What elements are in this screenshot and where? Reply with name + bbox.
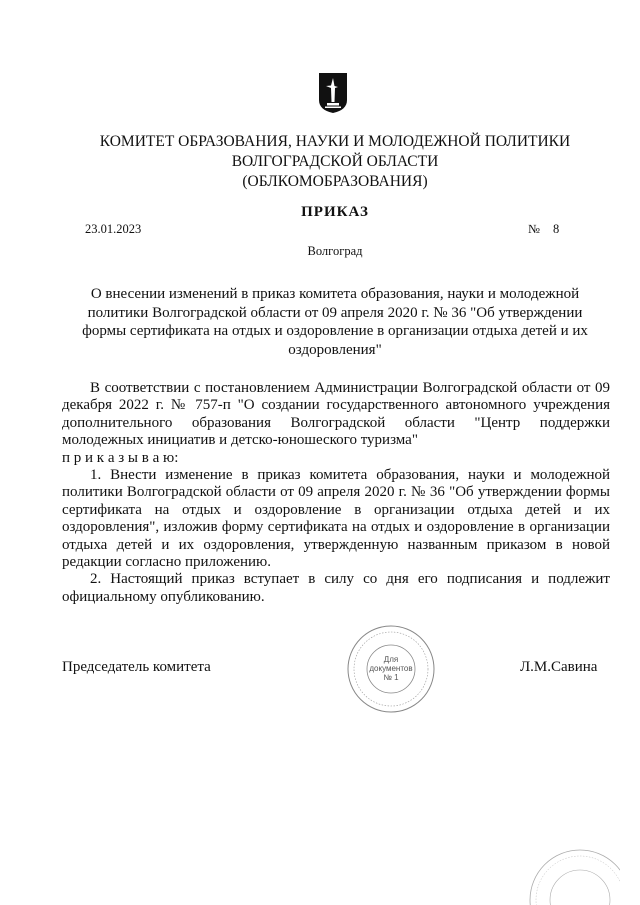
order-city: Волгоград bbox=[307, 244, 363, 258]
corner-stamp-fragment bbox=[520, 825, 620, 905]
stamp-line-1: Для bbox=[383, 655, 399, 664]
org-name-abbr: (ОБЛКОМОБРАЗОВАНИЯ) bbox=[242, 173, 428, 190]
document-title: ПРИКАЗ bbox=[301, 204, 369, 220]
order-item-1: 1. Внести изменение в приказ комитета образования, науки и молодежной политики Волгоградской области от 09 апреля 2020 г. № 36 "Об утверждении формы сертификата на отдых и оздоровление в организации отдыха детей и их оздоровления", изложив форму сертификата на отдых и оздоровление в организации отдыха детей и их оздоровления, утвержденную названным приказом в новой редакции согласно приложению. bbox=[62, 467, 610, 571]
stamp-line-2: документов bbox=[369, 664, 413, 673]
order-number: 8 bbox=[553, 222, 560, 236]
order-word: п р и к а з ы в а ю: bbox=[62, 449, 179, 466]
order-body bbox=[62, 380, 610, 606]
order-number-sign: № bbox=[528, 222, 540, 236]
preamble-paragraph: В соответствии с постановлением Администрации Волгоградской области от 09 декабря 2022 г. № 757-п "О создании государственного автономного учреждения дополнительного образования Волгоградской области "Центр поддержки молодежных инициатив и детско-юношеского туризма" bbox=[62, 380, 610, 449]
org-name-line-1: КОМИТЕТ ОБРАЗОВАНИЯ, НАУКИ И МОЛОДЕЖНОЙ ПОЛИТИКИ bbox=[99, 133, 571, 150]
signatory-role: Председатель комитета bbox=[62, 659, 211, 675]
order-date: 23.01.2023 bbox=[85, 222, 142, 236]
stamp-line-3: № 1 bbox=[383, 673, 399, 682]
document-stamp bbox=[346, 624, 436, 714]
org-name-line-2: ВОЛГОГРАДСКОЙ ОБЛАСТИ bbox=[231, 153, 439, 170]
order-item-2: 2. Настоящий приказ вступает в силу со дня его подписания и подлежит официальному опубликованию. bbox=[62, 571, 610, 605]
order-subject: О внесении изменений в приказ комитета образования, науки и молодежной политики Волгоградской области от 09 апреля 2020 г. № 36 "Об утверждении формы сертификата на отдых и оздоровление в организации отдыха детей и их оздоровления" bbox=[82, 286, 588, 358]
volgograd-emblem-icon bbox=[318, 72, 348, 114]
signatory-name: Л.М.Савина bbox=[520, 659, 598, 675]
